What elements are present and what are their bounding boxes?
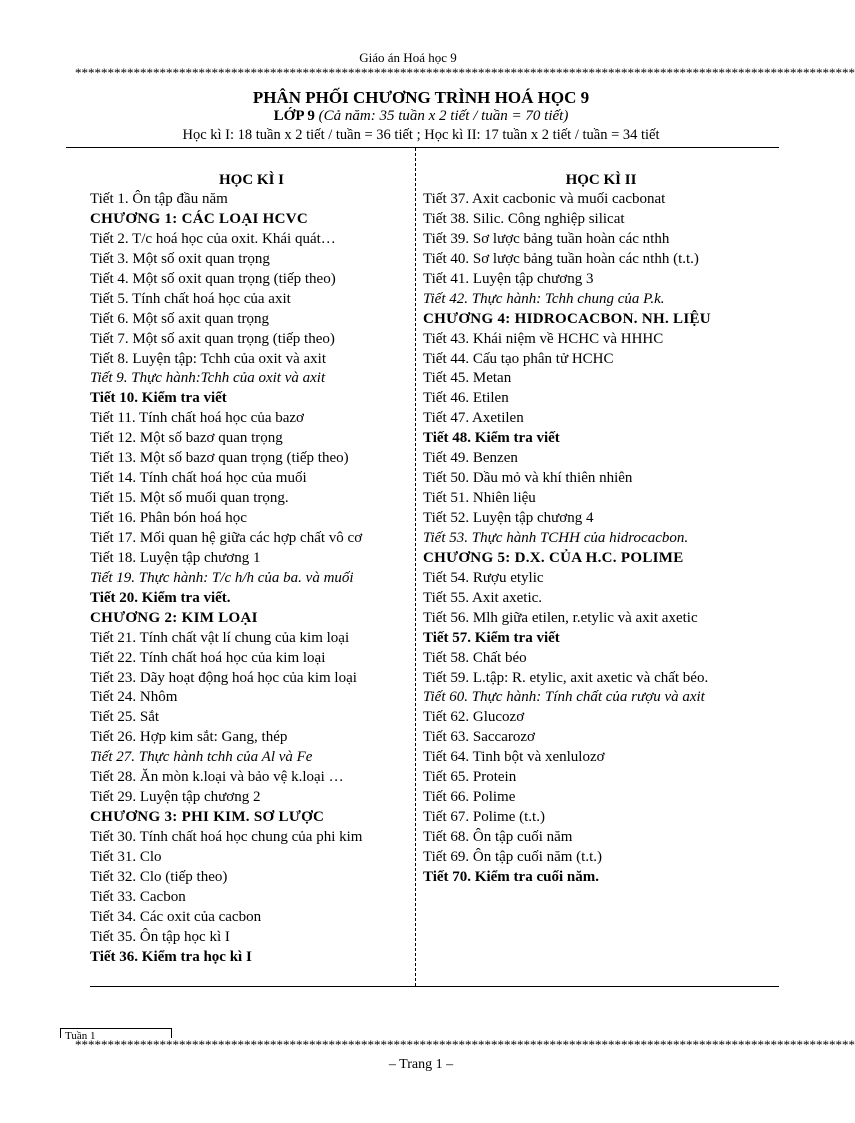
lesson-item: Tiết 43. Khái niệm về HCHC và HHHC [423, 330, 664, 347]
lesson-item: Tiết 45. Metan [423, 370, 512, 387]
lesson-item: Tiết 38. Silic. Công nghiệp silicat [423, 210, 625, 227]
page-number: – Trang 1 – [388, 1057, 454, 1072]
lesson-item: Tiết 6. Một số axit quan trọng [90, 310, 270, 327]
lesson-item: Tiết 17. Mối quan hệ giữa các hợp chất vô cơ [90, 529, 363, 546]
lesson-item: Tiết 33. Cacbon [90, 888, 186, 905]
lesson-item: Tiết 20. Kiểm tra viết. [90, 589, 231, 606]
lesson-item: Tiết 68. Ôn tập cuối năm [423, 829, 573, 845]
lesson-item: Tiết 64. Tinh bột và xenlulozơ [423, 749, 605, 766]
lesson-item: Tiết 21. Tính chất vật lí chung của kim loại [90, 629, 350, 646]
header-title: Giáo án Hoá học 9 [359, 50, 457, 65]
chapter-heading: CHƯƠNG 5: D.X. CỦA H.C. POLIME [423, 549, 684, 566]
term2-heading: HỌC KÌ II [565, 172, 637, 188]
header-star-rule: ************************************************************************************************************************ [75, 65, 855, 80]
lesson-item: Tiết 8. Luyện tập: Tchh của oxit và axit [90, 350, 326, 367]
lesson-item: Tiết 70. Kiểm tra cuối năm. [423, 868, 599, 885]
lesson-item: Tiết 14. Tính chất hoá học của muối [90, 470, 307, 487]
lesson-item: Tiết 10. Kiểm tra viết [90, 390, 227, 407]
column-divider [415, 148, 416, 986]
lesson-item: Tiết 42. Thực hành: Tchh chung của P.k. [423, 290, 665, 307]
lesson-item: Tiết 37. Axit cacbonic và muối cacbonat [423, 191, 666, 207]
lesson-item: Tiết 25. Sắt [90, 709, 160, 726]
lesson-item: Tiết 30. Tính chất hoá học chung của phi kim [90, 829, 363, 845]
class-label: LỚP 9 [273, 108, 315, 124]
lesson-item: Tiết 15. Một số muối quan trọng. [90, 490, 289, 507]
lesson-item: Tiết 52. Luyện tập chương 4 [423, 510, 594, 526]
lesson-item: Tiết 31. Clo [90, 848, 162, 865]
document-title: PHÂN PHỐI CHƯƠNG TRÌNH HOÁ HỌC 9 [252, 88, 590, 107]
lesson-item: Tiết 4. Một số oxit quan trọng (tiếp theo) [90, 270, 336, 287]
lesson-item: Tiết 19. Thực hành: T/c h/h của ba. và muối [90, 569, 354, 586]
lesson-item: Tiết 9. Thực hành:Tchh của oxit và axit [90, 370, 326, 387]
lesson-item: Tiết 62. Glucozơ [423, 709, 525, 726]
lesson-item: Tiết 18. Luyện tập chương 1 [90, 549, 261, 566]
lesson-item: Tiết 23. Dãy hoạt động hoá học của kim loại [90, 669, 357, 686]
lesson-item: Tiết 58. Chất béo [423, 649, 527, 666]
term1-heading: HỌC KÌ I [218, 172, 284, 188]
lesson-item: Tiết 44. Cấu tạo phân tử HCHC [423, 350, 614, 367]
week-label-box: Tuần 1 [60, 1028, 172, 1038]
chapter-heading: CHƯƠNG 3: PHI KIM. SƠ LƯỢC [90, 809, 325, 826]
term1-list [90, 190, 413, 968]
lesson-item: Tiết 34. Các oxit của cacbon [90, 908, 262, 925]
document-subtitle [0, 108, 842, 125]
lesson-item: Tiết 66. Polime [423, 789, 516, 806]
lesson-item: Tiết 55. Axit axetic. [423, 589, 543, 606]
lesson-item: Tiết 69. Ôn tập cuối năm (t.t.) [423, 848, 603, 865]
term2-list [423, 190, 779, 888]
lesson-item: Tiết 50. Dầu mỏ và khí thiên nhiên [423, 470, 633, 487]
top-rule [66, 147, 779, 148]
lesson-item: Tiết 60. Thực hành: Tính chất của rượu và axit [423, 689, 705, 706]
lesson-item: Tiết 13. Một số bazơ quan trọng (tiếp theo) [90, 450, 349, 467]
lesson-item: Tiết 22. Tính chất hoá học của kim loại [90, 649, 326, 666]
lesson-item: Tiết 1. Ôn tập đầu năm [90, 191, 228, 207]
lesson-item: Tiết 63. Saccarozơ [423, 729, 535, 746]
lesson-item: Tiết 29. Luyện tập chương 2 [90, 789, 261, 806]
lesson-item: Tiết 53. Thực hành TCHH của hidrocacbon. [423, 529, 689, 546]
lesson-item: Tiết 2. T/c hoá học của oxit. Khái quát… [90, 230, 336, 247]
lesson-item: Tiết 11. Tính chất hoá học của bazơ [90, 410, 304, 427]
chapter-heading: CHƯƠNG 1: CÁC LOẠI HCVC [90, 210, 309, 227]
lesson-item: Tiết 46. Etilen [423, 390, 509, 407]
lesson-item: Tiết 57. Kiểm tra viết [423, 629, 560, 646]
lesson-item: Tiết 27. Thực hành tchh của Al và Fe [90, 749, 313, 766]
lesson-item: Tiết 49. Benzen [423, 450, 518, 467]
year-note: (Cả năm: 35 tuần x 2 tiết / tuần = 70 tiết) [318, 108, 569, 124]
lesson-item: Tiết 3. Một số oxit quan trọng [90, 250, 270, 267]
lesson-item: Tiết 59. L.tập: R. etylic, axit axetic và chất béo. [423, 669, 709, 686]
lesson-item: Tiết 16. Phân bón hoá học [90, 510, 247, 526]
lesson-item: Tiết 48. Kiểm tra viết [423, 430, 560, 447]
lesson-item: Tiết 39. Sơ lược bảng tuần hoàn các nthh [423, 230, 670, 247]
lesson-item: Tiết 40. Sơ lược bảng tuần hoàn các nthh (t.t.) [423, 250, 699, 267]
lesson-item: Tiết 41. Luyện tập chương 3 [423, 270, 594, 287]
lesson-item: Tiết 51. Nhiên liệu [423, 490, 536, 507]
footer-star-rule: ************************************************************************************************************************ [75, 1037, 855, 1052]
lesson-item: Tiết 36. Kiểm tra học kì I [90, 948, 252, 965]
lesson-item: Tiết 26. Hợp kim sắt: Gang, thép [90, 729, 288, 746]
lesson-item: Tiết 32. Clo (tiếp theo) [90, 868, 228, 885]
lesson-item: Tiết 54. Rượu etylic [423, 569, 544, 586]
chapter-heading: CHƯƠNG 4: HIDROCACBON. NH. LIỆU [423, 310, 711, 327]
lesson-item: Tiết 12. Một số bazơ quan trọng [90, 430, 283, 447]
lesson-item: Tiết 24. Nhôm [90, 689, 178, 706]
lesson-item: Tiết 35. Ôn tập học kì I [90, 928, 230, 945]
lesson-item: Tiết 5. Tính chất hoá học của axit [90, 290, 291, 307]
chapter-heading: CHƯƠNG 2: KIM LOẠI [90, 609, 258, 626]
lesson-item: Tiết 65. Protein [423, 769, 517, 786]
term2-column [423, 170, 779, 888]
lesson-item: Tiết 67. Polime (t.t.) [423, 809, 545, 826]
lesson-item: Tiết 47. Axetilen [423, 410, 524, 427]
lesson-item: Tiết 28. Ăn mòn k.loại và bảo vệ k.loại … [90, 769, 344, 786]
lesson-item: Tiết 56. Mlh giữa etilen, r.etylic và axit axetic [423, 609, 698, 626]
bottom-rule [90, 986, 779, 987]
term1-column [90, 170, 413, 968]
lesson-item: Tiết 7. Một số axit quan trọng (tiếp theo) [90, 330, 335, 347]
terms-note: Học kì I: 18 tuần x 2 tiết / tuần = 36 tiết ; Học kì II: 17 tuần x 2 tiết / tuần = 34 tiết [182, 127, 660, 143]
